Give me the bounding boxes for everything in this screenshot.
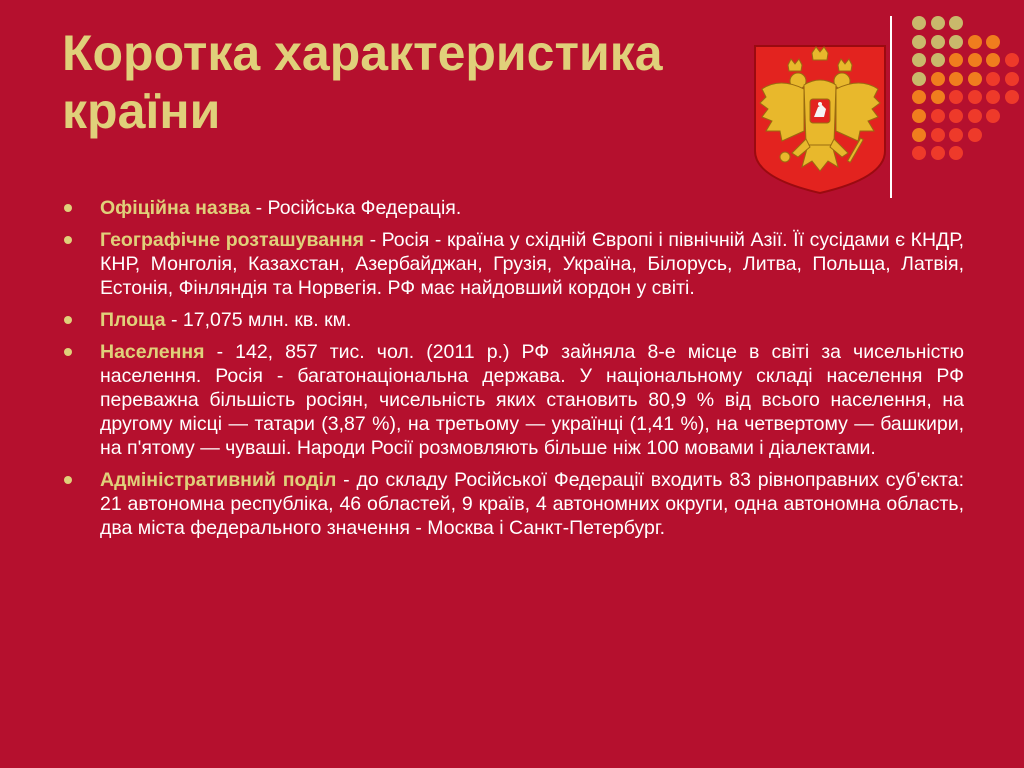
decorative-dot xyxy=(931,90,945,104)
decorative-dot xyxy=(931,109,945,123)
decorative-dot xyxy=(968,53,982,67)
decorative-dot xyxy=(986,53,1000,67)
decorative-dot xyxy=(949,35,963,49)
decorative-dot xyxy=(968,72,982,86)
decorative-dot xyxy=(931,53,945,67)
decorative-dot xyxy=(912,35,926,49)
bullet-item-population xyxy=(64,340,964,460)
bullet-term: Населення xyxy=(100,341,205,363)
decorative-dot xyxy=(931,35,945,49)
decorative-dot xyxy=(949,16,963,30)
decorative-dot xyxy=(949,72,963,86)
bullet-term: Офіційна назва xyxy=(100,197,251,219)
bullet-dot-icon xyxy=(64,348,72,356)
bullet-text: - 17,075 млн. кв. км. xyxy=(165,309,352,331)
decorative-dot xyxy=(949,53,963,67)
decorative-dot xyxy=(912,109,926,123)
bullet-item-area xyxy=(64,308,964,332)
slide-title xyxy=(62,24,752,140)
bullet-list xyxy=(64,196,964,548)
slide-title-line-2: країни xyxy=(62,83,221,139)
bullet-dot-icon xyxy=(64,476,72,484)
decorative-dot xyxy=(968,35,982,49)
bullet-dot-icon xyxy=(64,316,72,324)
russian-coat-of-arms-icon xyxy=(752,43,888,196)
decorative-dot xyxy=(986,72,1000,86)
decorative-dot xyxy=(986,90,1000,104)
divider-line xyxy=(890,16,892,198)
decorative-dot xyxy=(931,16,945,30)
bullet-text: - Росія - країна у східній Європі і північній Азії. Її сусідами є КНДР, КНР, Монголія, Казахстан, Азербайджан, Грузія, Україна, Білорусь, Литва, Польща, Латвія, Естонія, Фінляндія та Норвегія. РФ має найдовший кордон у світі. xyxy=(100,229,964,299)
decorative-dot xyxy=(912,146,926,160)
bullet-dot-icon xyxy=(64,236,72,244)
decorative-dot xyxy=(1005,90,1019,104)
decorative-dot xyxy=(949,128,963,142)
decorative-dot xyxy=(912,72,926,86)
decorative-dot xyxy=(968,109,982,123)
decorative-dot xyxy=(949,109,963,123)
bullet-item-official-name xyxy=(64,196,964,220)
decorative-dot-grid xyxy=(912,16,1024,166)
bullet-dot-icon xyxy=(64,204,72,212)
decorative-dot xyxy=(912,16,926,30)
bullet-item-administrative-division xyxy=(64,468,964,540)
slide-title-line-1: Коротка характеристика xyxy=(62,25,663,81)
bullet-term: Адміністративний поділ xyxy=(100,469,337,491)
bullet-term: Географічне розташування xyxy=(100,229,364,251)
bullet-text: - 142, 857 тис. чол. (2011 р.) РФ зайняла 8-е місце в світі за чисельністю населення. Росія - багатонаціональна держава. У національному складі населення РФ переважна більшість росіян, чисельність яких становить 80,9 % від всього населення, на другому місці — татари (3,87 %), на третьому — українці (1,41 %), на четвертому — башкири, на п'ятому — чуваші. Народи Росії розмовляють більше ніж 100 мовами і діалектами. xyxy=(100,341,964,459)
decorative-dot xyxy=(968,128,982,142)
decorative-dot xyxy=(986,35,1000,49)
decorative-dot xyxy=(912,128,926,142)
bullet-item-location xyxy=(64,228,964,300)
decorative-dot xyxy=(912,90,926,104)
decorative-dot xyxy=(986,109,1000,123)
decorative-dot xyxy=(931,146,945,160)
decorative-dot xyxy=(1005,72,1019,86)
decorative-dot xyxy=(968,90,982,104)
bullet-text: - до складу Російської Федерації входить 83 рівноправних суб'єкта: 21 автономна республіка, 46 областей, 9 країв, 4 автономних округи, одна автономна область, два міста федерального значення - Москва і Санкт-Петербург. xyxy=(100,469,964,539)
decorative-dot xyxy=(912,53,926,67)
bullet-term: Площа xyxy=(100,309,166,331)
decorative-dot xyxy=(949,146,963,160)
decorative-dot xyxy=(931,128,945,142)
bullet-text: - Російська Федерація. xyxy=(250,197,462,219)
decorative-dot xyxy=(949,90,963,104)
decorative-dot xyxy=(1005,53,1019,67)
decorative-dot xyxy=(931,72,945,86)
